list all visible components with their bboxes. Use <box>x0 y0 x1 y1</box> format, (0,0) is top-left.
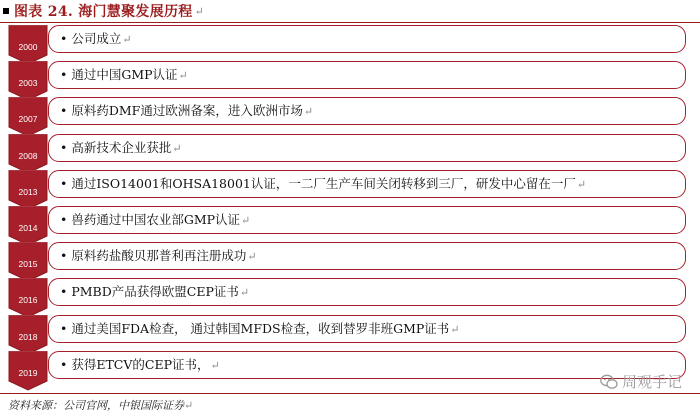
watermark <box>600 371 682 392</box>
year-label: 2016 <box>18 295 38 306</box>
return-mark: ↵ <box>576 177 587 191</box>
timeline-row <box>8 315 690 345</box>
milestone-text <box>60 170 586 198</box>
return-mark: ↵ <box>210 358 220 372</box>
return-mark: ↵ <box>303 105 314 119</box>
year-label: 2014 <box>18 223 38 233</box>
watermark-text: 周观手记 <box>622 373 683 391</box>
milestone-box <box>48 25 686 53</box>
timeline-row <box>8 242 690 272</box>
footer-divider <box>0 393 700 394</box>
timeline-row <box>8 170 690 200</box>
source-text: 资料来源：公司官网，中银国际证券 <box>8 399 184 412</box>
year-label: 2008 <box>18 150 38 161</box>
year-label: 2000 <box>18 42 38 52</box>
milestone-description: • 通过美国FDA检查， 通过韩国MFDS检查，收到替罗非班GMP证书 <box>60 320 450 336</box>
milestone-description: • 通过中国GMP认证 <box>60 67 178 83</box>
milestone-description: • 兽药通过中国农业部GMP认证 <box>60 212 241 227</box>
timeline-row <box>8 206 690 236</box>
milestone-description: • PMBD产品获得欧盟CEP证书 <box>60 284 239 300</box>
milestone-text <box>60 61 188 89</box>
milestone-description: • 原料药DMF通过欧洲备案，进入欧洲市场 <box>60 103 303 119</box>
milestone-text <box>60 242 257 270</box>
return-mark: ↵ <box>122 33 132 46</box>
source-note <box>8 397 193 413</box>
milestone-description: • 获得ETCV的CEP证书， <box>60 356 210 372</box>
timeline-row <box>8 97 690 127</box>
milestone-text <box>60 97 313 125</box>
return-mark: ↵ <box>239 286 250 300</box>
milestone-description: • 通过ISO14001和OHSA18001认证，一二厂生产车间关闭转移到三厂，研发中心留在一厂 <box>60 175 576 191</box>
return-mark: ↵ <box>184 399 194 412</box>
year-label: 2007 <box>18 114 38 125</box>
milestone-description: • 原料药盐酸贝那普利再注册成功 <box>60 248 247 264</box>
year-label: 2019 <box>18 367 38 378</box>
milestone-text <box>60 315 460 343</box>
year-label: 2015 <box>18 259 38 270</box>
timeline-row <box>8 25 690 55</box>
return-mark: ↵ <box>241 214 251 227</box>
timeline-row <box>8 134 690 164</box>
milestone-description: • 公司成立 <box>60 31 122 46</box>
year-label: 2013 <box>18 186 38 197</box>
milestone-text <box>60 351 220 379</box>
title-bullet-square <box>3 8 9 14</box>
milestone-text <box>60 206 250 234</box>
milestone-text <box>60 134 182 162</box>
timeline <box>0 25 700 390</box>
return-mark: ↵ <box>178 69 188 83</box>
milestone-text <box>60 25 132 53</box>
milestone-text <box>60 278 249 306</box>
milestone-description: • 高新技术企业获批 <box>60 139 172 155</box>
return-mark: ↵ <box>247 250 257 264</box>
year-label: 2003 <box>18 78 38 89</box>
timeline-row <box>8 278 690 308</box>
figure-title: 图表 24. 海门慧聚发展历程 <box>14 4 193 20</box>
return-mark: ↵ <box>450 322 460 336</box>
return-mark: ↵ <box>172 141 182 155</box>
wechat-icon <box>600 374 618 390</box>
title-divider <box>0 22 700 23</box>
timeline-row <box>8 61 690 91</box>
timeline-row <box>8 351 690 381</box>
return-mark: ↵ <box>194 4 204 18</box>
year-label: 2018 <box>18 331 38 342</box>
figure-title-row <box>0 0 700 22</box>
